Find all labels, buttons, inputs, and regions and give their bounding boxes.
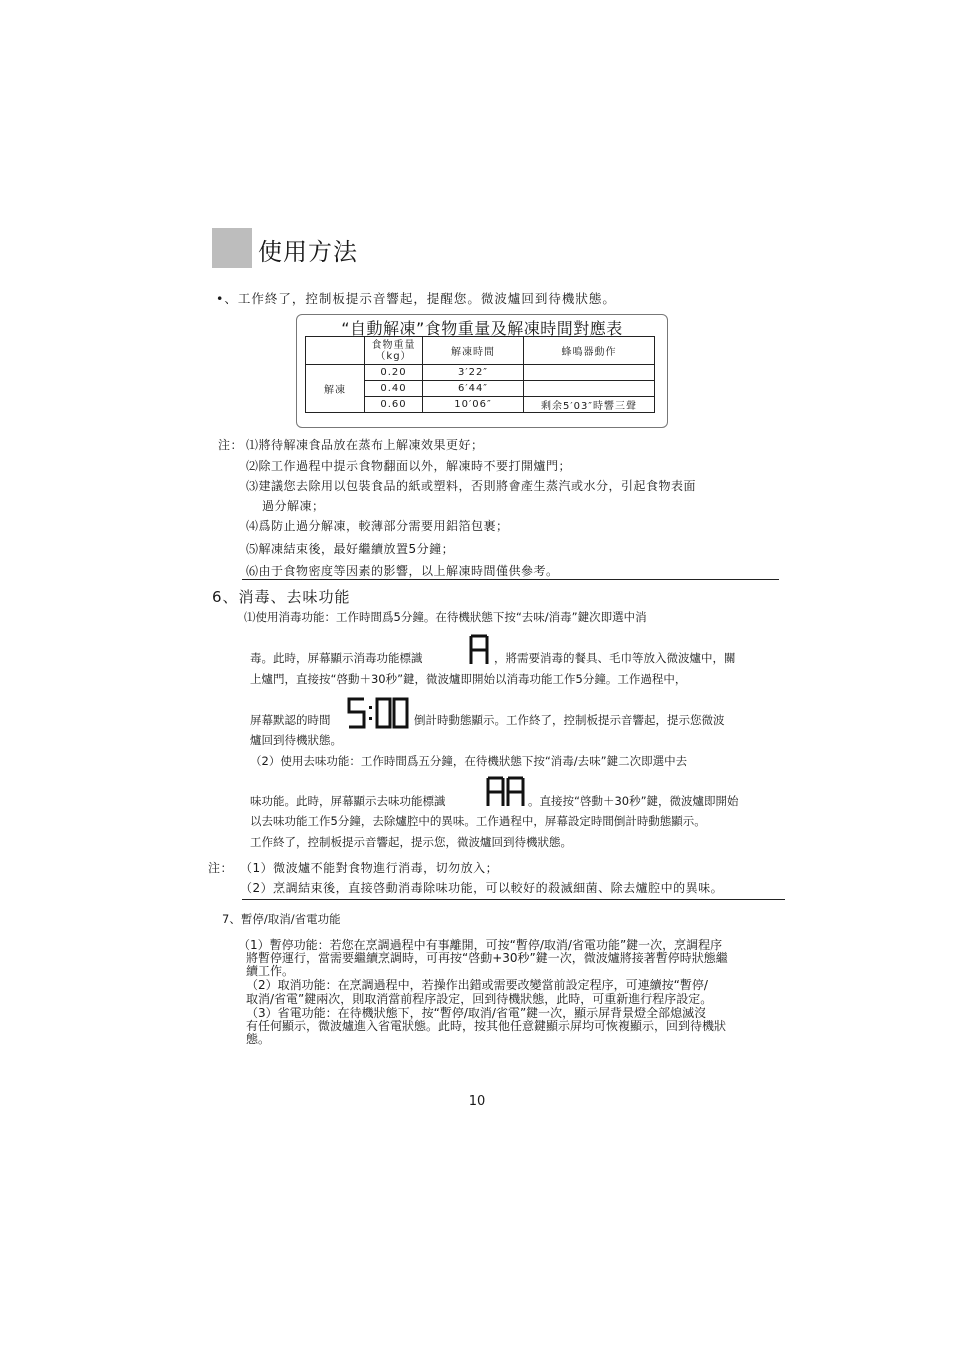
table-header-buzzer: 蜂鳴器動作 (524, 337, 655, 365)
section-7-heading: 7、暫停/取消/省電功能 (222, 912, 341, 926)
timer-display-icon (346, 697, 410, 729)
note-item-4: ⑷爲防止過分解凍，較薄部分需要用鋁箔包裹； (246, 519, 509, 533)
note-item-3: ⑶建議您去除用以包裝食品的紙或塑料，否則將會產生蒸汽或水分，引起食物表面 (246, 479, 697, 493)
table-header-weight: 食物重量 （kg） (365, 337, 423, 365)
sec6-p2-line3: 以去味功能工作5分鐘，去除爐腔中的異味。工作過程中，屏幕設定時間倒計時動態顯示。 (250, 814, 706, 828)
sec7-line-5: 取消/省電”鍵兩次，則取消當前程序設定，回到待機狀態，此時，可重新進行程序設定。 (246, 992, 713, 1006)
sec6-p2-line4: 工作終了，控制板提示音響起，提示您，微波爐回到待機狀態。 (250, 835, 572, 849)
table-cell-buzzer (524, 365, 655, 381)
sec6-p1-line1: ⑴使用消毒功能：工作時間爲5分鐘。在待機狀態下按“去味/消毒”鍵次即選中消 (244, 610, 647, 624)
section-marker-block (212, 228, 252, 268)
sec6-note-1: （1）微波爐不能對食物進行消毒，切勿放入； (240, 861, 499, 875)
sec6-note-label: 注： (208, 861, 234, 875)
sec7-line-8: 態。 (246, 1032, 271, 1046)
intro-text: •、工作終了，控制板提示音響起，提醒您。微波爐回到待機狀態。 (216, 291, 616, 306)
sec6-p1-line4a: 屏幕默認的時間 (250, 713, 331, 727)
sec6-p1-line5: 爐回到待機狀態。 (250, 733, 342, 747)
table-row-label: 解凍 (306, 365, 365, 413)
table-cell-weight: 0.20 (365, 365, 423, 381)
sec6-p2-line2a: 味功能。此時，屏幕顯示去味功能標識 (250, 794, 446, 808)
divider (242, 899, 785, 900)
deodorize-display-icon (486, 776, 526, 808)
page-number: 10 (468, 1094, 486, 1109)
sec7-line-1: （1）暫停功能：若您在烹調過程中有事離開，可按“暫停/取消/省電功能”鍵一次，烹調程序 (238, 938, 723, 952)
table-cell-time: 3′22″ (423, 365, 524, 381)
sec6-p2-line2b: 。直接按“啓動＋30秒”鍵，微波爐即開始 (528, 794, 739, 808)
table-cell-buzzer (524, 381, 655, 397)
table-header-time: 解凍時間 (423, 337, 524, 365)
table-row (306, 365, 655, 381)
note-item-1: ⑴將待解凍食品放在蒸布上解凍效果更好； (246, 438, 484, 452)
table-cell-time: 10′06″ (423, 397, 524, 413)
sec7-line-4: （2）取消功能：在烹調過程中，若操作出錯或需要改變當前設定程序，可連續按“暫停/ (246, 978, 708, 992)
defrost-table (305, 336, 655, 413)
sec6-p2-line1: （2）使用去味功能：工作時間爲五分鐘，在待機狀態下按“消毒/去味”鍵二次即選中去 (250, 754, 688, 768)
divider (242, 579, 779, 580)
sec7-line-6: （3）省電功能：在待機狀態下，按“暫停/取消/省電”鍵一次，顯示屏背景燈全部熄滅沒 (246, 1006, 707, 1020)
table-cell-weight: 0.40 (365, 381, 423, 397)
notes-label: 注： (218, 438, 244, 452)
sec6-p1-line2a: 毒。此時，屏幕顯示消毒功能標識 (250, 651, 423, 665)
sec7-line-2: 將暫停運行，當需要繼續烹調時，可再按“啓動+30秒”鍵一次，微波爐將接著暫停時狀態繼 (246, 951, 728, 965)
note-item-5: ⑸解凍結束後，最好繼續放置5分鐘； (246, 542, 455, 556)
note-item-6: ⑹由于食物密度等因素的影響，以上解凍時間僅供參考。 (246, 564, 559, 578)
section-6-heading: 6、消毒、去味功能 (212, 588, 351, 606)
note-item-3-cont: 過分解凍； (262, 499, 325, 513)
sec6-p1-line4b: 倒計時動態顯示。工作終了，控制板提示音響起，提示您微波 (414, 713, 725, 727)
table-header-empty (306, 337, 365, 365)
sec6-note-2: （2）烹調結束後，直接啓動消毒除味功能，可以較好的殺滅細菌、除去爐腔中的異味。 (240, 881, 724, 895)
table-title: “自動解凍”食物重量及解凍時間對應表 (341, 319, 623, 338)
sec6-p1-line3: 上爐門，直接按“啓動＋30秒”鍵，微波爐即開始以消毒功能工作5分鐘。工作過程中， (250, 672, 687, 686)
table-cell-time: 6′44″ (423, 381, 524, 397)
sec7-line-7: 有任何顯示，微波爐進入省電狀態。此時，按其他任意鍵顯示屏均可恢複顯示，回到待機狀 (246, 1019, 727, 1033)
table-cell-buzzer: 剩余5′03″時響三聲 (524, 397, 655, 413)
disinfect-display-icon (468, 634, 490, 666)
table-cell-weight: 0.60 (365, 397, 423, 413)
sec7-line-3: 續工作。 (246, 964, 295, 978)
sec6-p1-line2b: ，將需要消毒的餐具、毛巾等放入微波爐中，關 (494, 651, 736, 665)
note-item-2: ⑵除工作過程中提示食物翻面以外，解凍時不要打開爐門； (246, 459, 572, 473)
page-title: 使用方法 (258, 238, 358, 266)
